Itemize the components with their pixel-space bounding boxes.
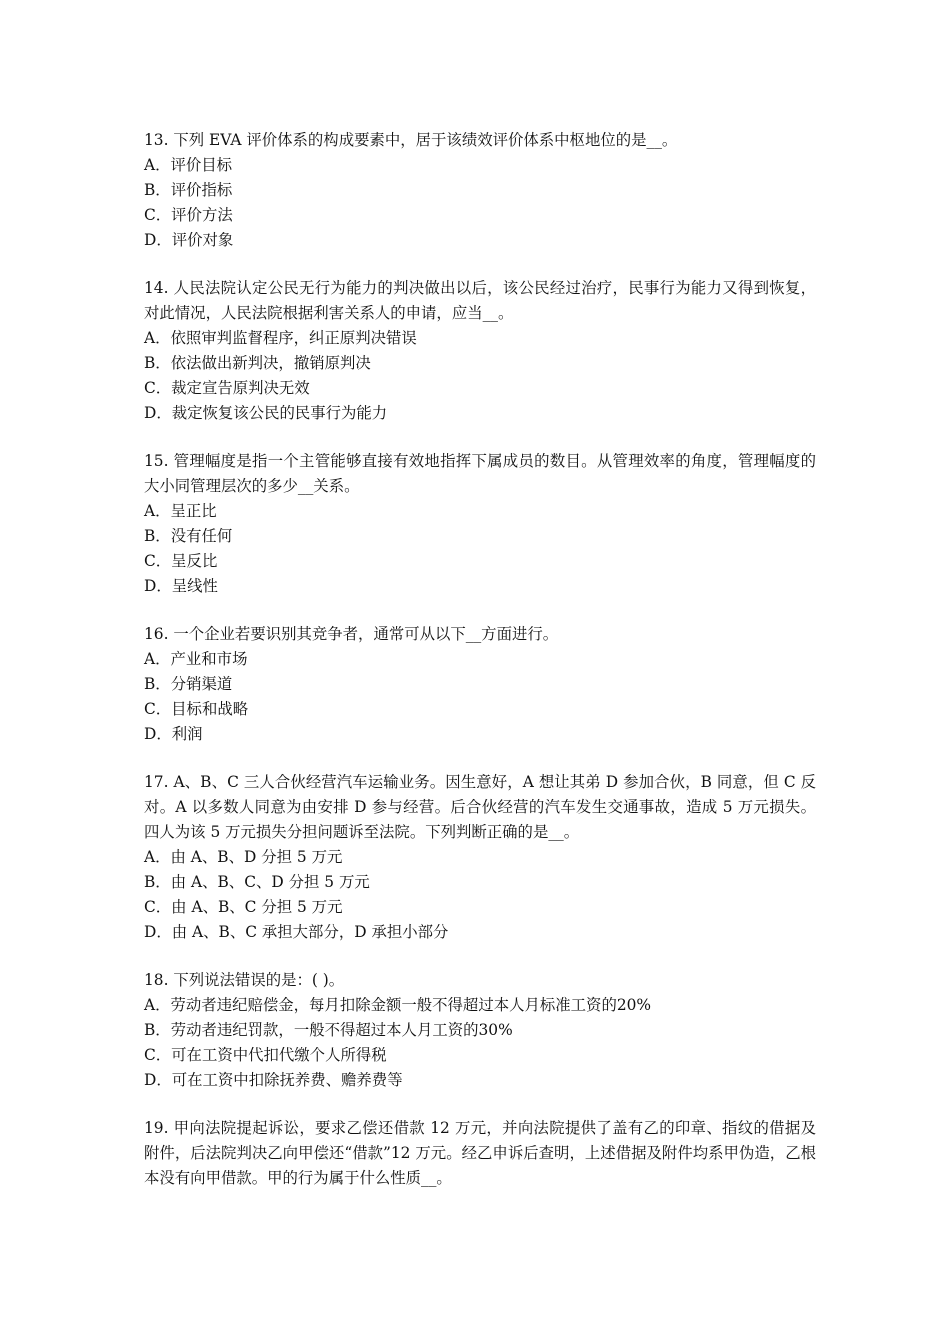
question-text: 19. 甲向法院提起诉讼，要求乙偿还借款 12 万元，并向法院提供了盖有乙的印章、指纹的借据及附件，后法院判决乙向甲偿还“借款”12 万元。经乙申诉后查明，上述借据及附件均系甲伪造，乙根本没有向甲借款。甲的行为属于什么性质__。: [144, 1119, 816, 1187]
option-c: C．裁定宣告原判决无效: [144, 379, 310, 397]
option-a: A．产业和市场: [144, 650, 248, 668]
option-d: D．裁定恢复该公民的民事行为能力: [144, 404, 388, 422]
question-text: 13. 下列 EVA 评价体系的构成要素中，居于该绩效评价体系中枢地位的是__。: [144, 131, 678, 149]
option-b: B．劳动者违纪罚款，一般不得超过本人月工资的30%: [144, 1021, 513, 1039]
option-a: A．依照审判监督程序，纠正原判决错误: [144, 329, 417, 347]
question-text: 14. 人民法院认定公民无行为能力的判决做出以后，该公民经过治疗，民事行为能力又得到恢复，对此情况，人民法院根据利害关系人的申请，应当__。: [144, 279, 816, 322]
option-list: [144, 845, 816, 945]
question-16: [144, 622, 816, 747]
option-c: C．评价方法: [144, 206, 233, 224]
option-a: A．呈正比: [144, 502, 217, 520]
option-list: [144, 647, 816, 747]
option-b: B．分销渠道: [144, 675, 233, 693]
question-list: [144, 128, 816, 1214]
option-c: C．由 A、B、C 分担 5 万元: [144, 898, 343, 916]
question-15: [144, 449, 816, 599]
question-text: 17. A、B、C 三人合伙经营汽车运输业务。因生意好，A 想让其弟 D 参加合伙，B 同意，但 C 反对。A 以多数人同意为由安排 D 参与经营。后合伙经营的汽车发生交通事故，造成 5 万元损失。四人为该 5 万元损失分担问题诉至法院。下列判断正确的是__。: [144, 773, 816, 841]
option-b: B．依法做出新判决，撤销原判决: [144, 354, 371, 372]
option-b: B．由 A、B、C、D 分担 5 万元: [144, 873, 370, 891]
option-list: [144, 499, 816, 599]
option-a: A．劳动者违纪赔偿金，每月扣除金额一般不得超过本人月标准工资的20%: [144, 996, 652, 1014]
option-list: [144, 326, 816, 426]
question-13: [144, 128, 816, 253]
question-text: 18. 下列说法错误的是：( )。: [144, 971, 345, 989]
option-b: B．没有任何: [144, 527, 233, 545]
question-text: 15. 管理幅度是指一个主管能够直接有效地指挥下属成员的数目。从管理效率的角度，管理幅度的大小同管理层次的多少__关系。: [144, 452, 816, 495]
option-list: [144, 153, 816, 253]
question-14: [144, 276, 816, 426]
option-c: C．目标和战略: [144, 700, 249, 718]
option-d: D．评价对象: [144, 231, 234, 249]
option-c: C．呈反比: [144, 552, 218, 570]
option-a: A．评价目标: [144, 156, 233, 174]
question-19: [144, 1116, 816, 1191]
question-17: [144, 770, 816, 945]
option-d: D．利润: [144, 725, 203, 743]
option-b: B．评价指标: [144, 181, 233, 199]
option-d: D．可在工资中扣除抚养费、赡养费等: [144, 1071, 403, 1089]
option-d: D．由 A、B、C 承担大部分，D 承担小部分: [144, 923, 449, 941]
question-18: [144, 968, 816, 1093]
option-c: C．可在工资中代扣代缴个人所得税: [144, 1046, 387, 1064]
option-d: D．呈线性: [144, 577, 218, 595]
option-a: A．由 A、B、D 分担 5 万元: [144, 848, 343, 866]
option-list: [144, 993, 816, 1093]
question-text: 16. 一个企业若要识别其竞争者，通常可从以下__方面进行。: [144, 625, 559, 643]
